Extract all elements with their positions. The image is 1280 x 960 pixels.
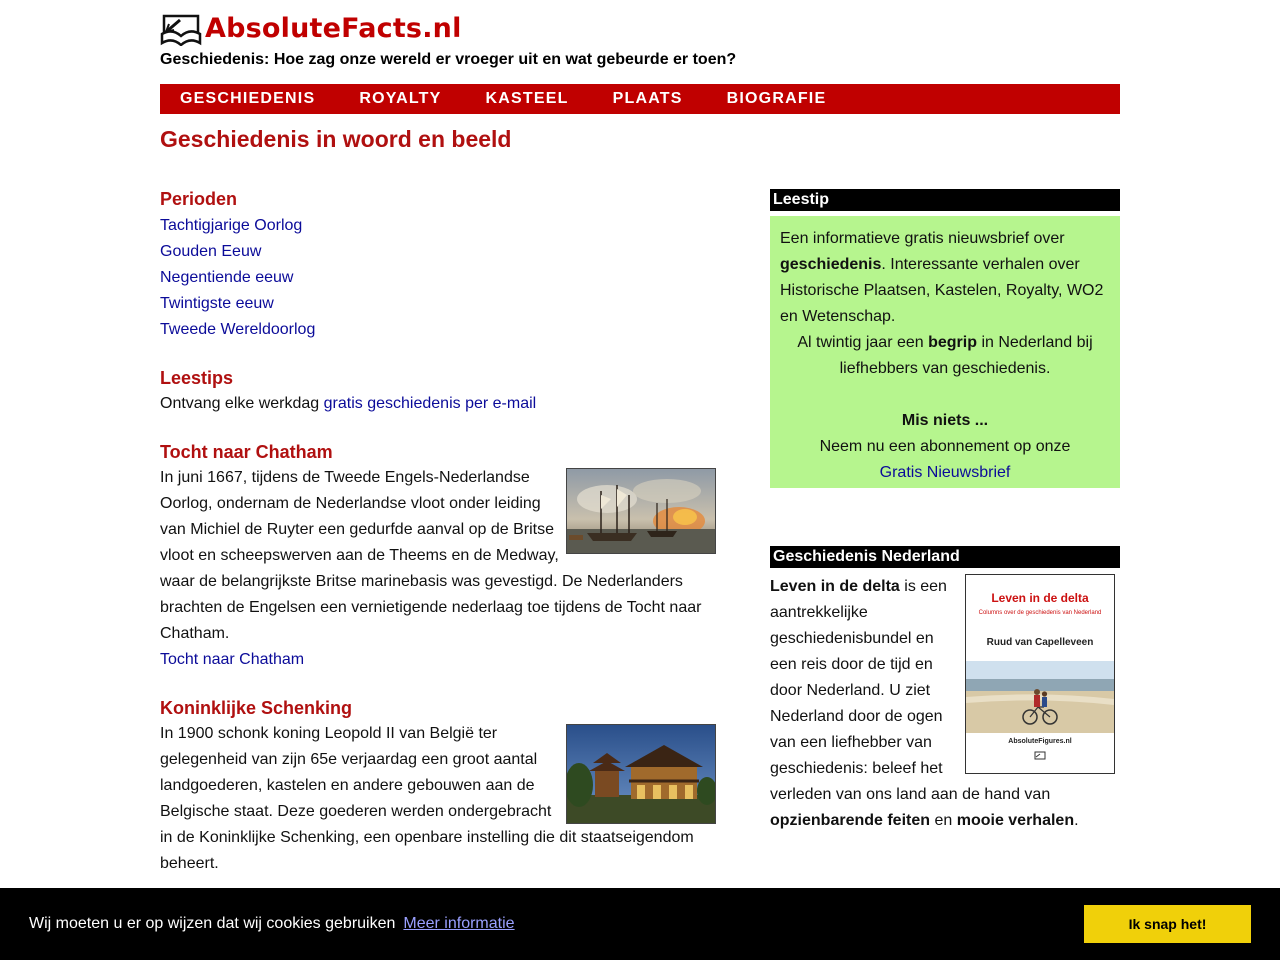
- nav-item-biografie[interactable]: BIOGRAFIE: [726, 90, 827, 107]
- chatham-heading: Tocht naar Chatham: [160, 442, 333, 462]
- list-item: [160, 265, 716, 291]
- promo-text: . Interessante verhalen over Historische Plaatsen, Kastelen, Royalty, WO2 en Wetenschap.: [780, 256, 1104, 325]
- nav-item-kasteel[interactable]: KASTEEL: [485, 90, 569, 107]
- promo-paragraph-3: [780, 408, 1110, 434]
- promo-bold-text: Mis niets ...: [901, 412, 989, 429]
- newsletter-promo-box: [770, 216, 1120, 488]
- perioden-heading: Perioden: [160, 189, 238, 209]
- naval-battle-image[interactable]: [566, 468, 716, 554]
- cookie-banner: [0, 888, 1280, 960]
- book-cover-publisher: AbsoluteFigures.nl: [1008, 738, 1072, 745]
- schenking-heading: Koninklijke Schenking: [160, 698, 353, 718]
- leestip-box-heading: Leestip: [770, 189, 1120, 211]
- leestips-line: [160, 391, 716, 417]
- link-tachtigjarige-oorlog[interactable]: Tachtigjarige Oorlog: [160, 217, 303, 234]
- promo-paragraph-4: Neem nu een abonnement op onze: [819, 438, 1071, 455]
- promo-bold-text: geschiedenis: [780, 256, 882, 273]
- promo-bold-text: begrip: [928, 334, 977, 351]
- main-nav: [160, 84, 1120, 114]
- book-bold-text: mooie verhalen: [956, 812, 1075, 829]
- link-twintigste-eeuw[interactable]: Twintigste eeuw: [160, 295, 274, 312]
- leestips-text: Ontvang elke werkdag: [160, 395, 320, 412]
- main-content: [160, 186, 716, 899]
- link-gouden-eeuw[interactable]: Gouden Eeuw: [160, 243, 262, 260]
- japanese-tower-image[interactable]: [566, 724, 716, 824]
- nav-item-plaats[interactable]: PLAATS: [612, 90, 683, 107]
- publisher-logo-icon: [1034, 751, 1046, 761]
- promo-link-line: [780, 460, 1110, 486]
- link-tweede-wereldoorlog[interactable]: Tweede Wereldoorlog: [160, 321, 316, 338]
- book-text: .: [1074, 812, 1079, 829]
- promo-paragraph-2: [780, 330, 1110, 382]
- chatham-article: [160, 439, 716, 673]
- list-item: [160, 213, 716, 239]
- book-cover-author: Ruud van Capelleveen: [986, 637, 1094, 648]
- link-negentiende-eeuw[interactable]: Negentiende eeuw: [160, 269, 294, 286]
- chatham-body: In juni 1667, tijdens de Tweede Engels-Nederlandse Oorlog, ondernam de Nederlandse vloot onder leiding van Michiel de Ruyter een gedurfde aanval op de Britse vloot en scheepswerven aan de Theems en de Medway, waar de belangrijkste Britse marinebasis was gevestigd. De Nederlanders brachten de Engelsen een vernietigende nederlaag toe tijdens de Tocht naar Chatham.: [160, 469, 702, 642]
- geschiedenis-nederland-heading: Geschiedenis Nederland: [770, 546, 1120, 568]
- promo-text: Al twintig jaar een: [797, 334, 929, 351]
- nav-item-royalty[interactable]: ROYALTY: [359, 90, 442, 107]
- newsletter-link[interactable]: gratis geschiedenis per e-mail: [323, 395, 537, 412]
- schenking-article: [160, 695, 716, 877]
- cookie-more-info-link[interactable]: Meer informatie: [403, 915, 515, 932]
- chatham-read-more-link[interactable]: Tocht naar Chatham: [160, 651, 305, 668]
- book-text: en: [930, 812, 957, 829]
- book-text: is een aantrekkelijke geschiedenisbundel en een reis door de tijd en door Nederland. U ziet Nederland door de ogen van een liefhebber van geschiedenis: beleef het verleden van ons land aan de hand van: [770, 578, 1051, 803]
- perioden-section: [160, 186, 716, 343]
- schenking-body: In 1900 schonk koning Leopold II van België ter gelegenheid van zijn 65e verjaardag een groot aantal landgoederen, kastelen en andere gebouwen aan de Belgische staat. Deze goederen werden ondergebracht in de Koninklijke Schenking, een openbare instelling die dit staatseigendom beheert.: [160, 725, 694, 872]
- cookie-message: [29, 911, 515, 937]
- book-promo: [770, 574, 1120, 834]
- naval-battle-painting-icon: [567, 469, 715, 553]
- book-cover-subtitle: Columns over de geschiedenis van Nederland: [978, 610, 1102, 616]
- leestips-heading: Leestips: [160, 368, 234, 388]
- list-item: [160, 239, 716, 265]
- site-logo[interactable]: [160, 10, 462, 48]
- logo-text: AbsoluteFacts.nl: [205, 13, 462, 44]
- book-title-bold: Leven in de delta: [770, 578, 900, 595]
- leestips-section: [160, 365, 716, 417]
- gratis-nieuwsbrief-link[interactable]: Gratis Nieuwsbrief: [879, 464, 1011, 481]
- cookie-text: Wij moeten u er op wijzen dat wij cookies gebruiken: [29, 915, 396, 932]
- sidebar: [770, 189, 1120, 834]
- list-item: [160, 291, 716, 317]
- japanese-tower-photo-icon: [567, 725, 715, 823]
- book-cover[interactable]: [965, 574, 1115, 774]
- beach-cyclists-photo-icon: [966, 661, 1114, 733]
- promo-paragraph-1: [780, 226, 1110, 330]
- promo-text: Een informatieve gratis nieuwsbrief over: [780, 230, 1065, 247]
- cookie-accept-button[interactable]: Ik snap het!: [1084, 905, 1251, 943]
- nav-item-geschiedenis[interactable]: GESCHIEDENIS: [180, 90, 316, 107]
- list-item: [160, 317, 716, 343]
- book-bold-text: opzienbarende feiten: [770, 812, 931, 829]
- perioden-list: [160, 213, 716, 343]
- promo-text: in Nederland bij liefhebbers van geschiedenis.: [839, 334, 1093, 377]
- page-title: Geschiedenis in woord en beeld: [160, 126, 512, 152]
- book-cover-title: Leven in de delta: [991, 591, 1089, 605]
- site-tagline: Geschiedenis: Hoe zag onze wereld er vroeger uit en wat gebeurde er toen?: [160, 51, 737, 68]
- book-quill-logo-icon: [160, 12, 202, 46]
